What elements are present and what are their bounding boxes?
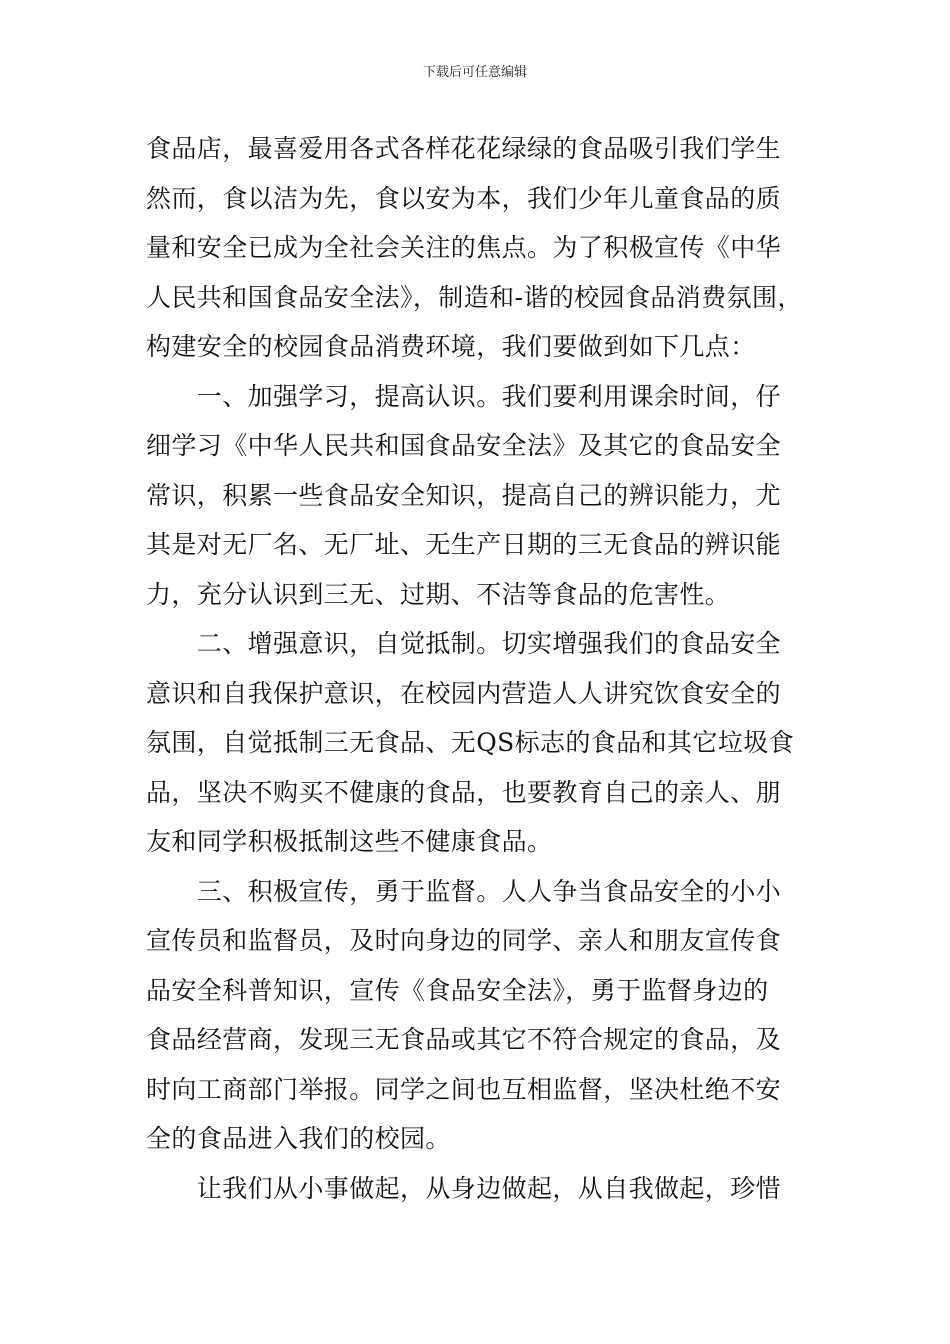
text-line: 氛围，自觉抵制三无食品、无QS标志的食品和其它垃圾食 (146, 728, 795, 757)
text-line: 食品店，最喜爱用各式各样花花绿绿的食品吸引我们学生 (146, 134, 782, 163)
text-line: 食品经营商，发现三无食品或其它不符合规定的食品，及 (146, 1025, 782, 1054)
text-line: 其是对无厂名、无厂址、无生产日期的三无食品的辨识能 (146, 530, 782, 559)
text-line: 力，充分认识到三无、过期、不洁等食品的危害性。 (146, 579, 731, 609)
text-line: 让我们从小事做起，从身边做起，从自我做起，珍惜 (146, 1173, 782, 1203)
text-line: 三、积极宣传，勇于监督。人人争当食品安全的小小 (146, 876, 782, 906)
text-line: 友和同学积极抵制这些不健康食品。 (146, 827, 553, 856)
text-line: 品安全科普知识，宣传《食品安全法》，勇于监督身边的 (146, 975, 769, 1005)
text-line: 一、加强学习，提高认识。我们要利用课余时间，仔 (146, 381, 782, 411)
text-line: 二、增强意识，自觉抵制。切实增强我们的食品安全 (146, 629, 782, 658)
text-line: 常识，积累一些食品安全知识，提高自己的辨识能力，尤 (146, 480, 782, 510)
document-body (146, 124, 806, 1213)
text-line: 品，坚决不购买不健康的食品，也要教育自己的亲人、朋 (146, 777, 782, 807)
page-header: 下载后可任意编辑 (422, 65, 527, 80)
text-line: 时向工商部门举报。同学之间也互相监督，坚决杜绝不安 (146, 1074, 782, 1104)
text-line: 量和安全已成为全社会关注的焦点。为了积极宣传《中华 (146, 233, 782, 262)
text-line: 宣传员和监督员，及时向身边的同学、亲人和朋友宣传食 (146, 926, 782, 955)
text-line: 意识和自我保护意识，在校园内营造人人讲究饮食安全的 (146, 678, 782, 708)
text-line: 人民共和国食品安全法》，制造和-谐的校园食品消费氛围， (146, 282, 803, 312)
text-line: 细学习《中华人民共和国食品安全法》及其它的食品安全 (146, 431, 782, 460)
text-line: 然而，食以洁为先，食以安为本，我们少年儿童食品的质 (146, 183, 782, 213)
text-line: 构建安全的校园食品消费环境，我们要做到如下几点： (146, 332, 756, 361)
text-line: 全的食品进入我们的校园。 (146, 1124, 451, 1153)
